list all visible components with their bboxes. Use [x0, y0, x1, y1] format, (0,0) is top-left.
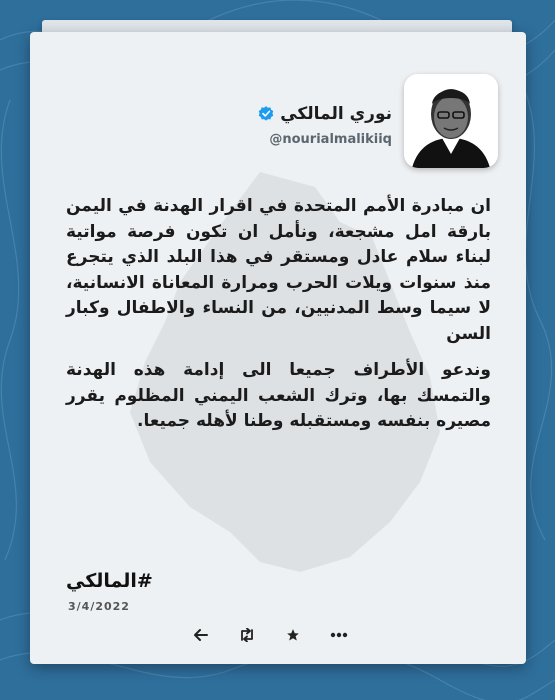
- reply-button[interactable]: [190, 624, 212, 646]
- more-button[interactable]: [328, 624, 350, 646]
- avatar-portrait-icon: [404, 74, 498, 168]
- more-dots-icon: [330, 632, 348, 638]
- tweet-actions: [190, 624, 350, 646]
- author-handle[interactable]: @nourialmalikiiq: [269, 132, 392, 147]
- retweet-button[interactable]: [236, 624, 258, 646]
- tweet-card: [30, 32, 526, 664]
- hashtag[interactable]: #المالكي: [66, 570, 153, 592]
- author-name-row[interactable]: [257, 104, 392, 124]
- avatar[interactable]: [404, 74, 498, 168]
- tweet-date: 3/4/2022: [68, 600, 130, 613]
- verified-badge-icon: [257, 105, 275, 123]
- tweet-paragraph-2: وندعو الأطراف جميعا الى إدامة هذه الهدنة والتمسك بها، وترك الشعب اليمني المظلوم يقرر مصيره بنفسه ومستقبله وطنا لأهله جميعا.: [66, 360, 491, 431]
- reply-icon: [194, 629, 208, 641]
- tweet-paragraph-1: ان مبادرة الأمم المتحدة في اقرار الهدنة في اليمن بارقة امل مشجعة، ونأمل ان تكون فرصة مواتية لبناء سلام عادل ومستقر في هذا البلد الذي يتجرع منذ سنوات ويلات الحرب ومرارة المعاناة الانسانية، لا سيما وسط المدنيين، من النساء والاطفال وكبار السن: [66, 196, 491, 344]
- star-icon: [286, 628, 300, 642]
- like-button[interactable]: [282, 624, 304, 646]
- author-name[interactable]: نوري المالكي: [280, 104, 392, 124]
- retweet-icon: [238, 628, 256, 642]
- tweet-text: [66, 194, 491, 446]
